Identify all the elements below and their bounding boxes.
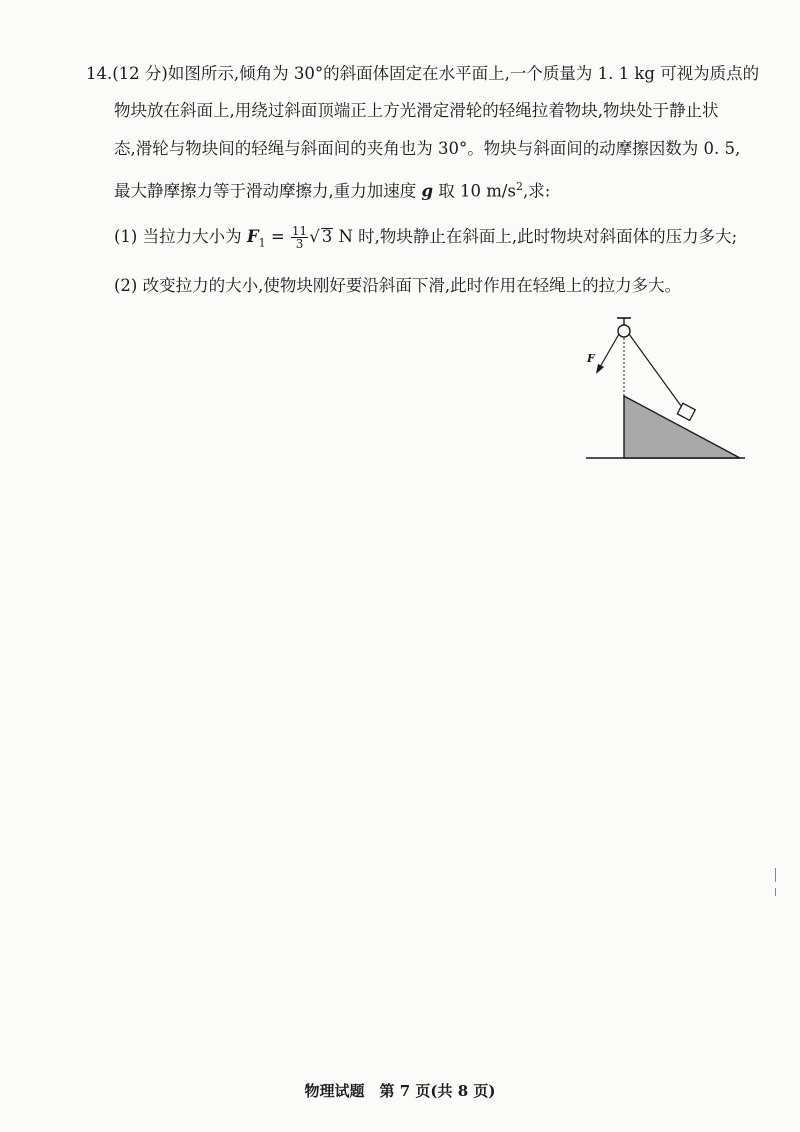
question-line-2 xyxy=(114,101,719,121)
rope-pull xyxy=(600,334,619,367)
incline-diagram xyxy=(580,312,750,472)
fraction-denominator: 3 xyxy=(295,237,304,251)
part-1-suffix: N 时,物块静止在斜面上,此时物块对斜面体的压力多大; xyxy=(333,227,738,246)
fraction xyxy=(291,225,308,250)
part-2 xyxy=(114,276,681,296)
question-text-line-4-b: 取 10 m/s xyxy=(433,181,516,201)
question-text-line-3: 态,滑轮与物块间的轻绳与斜面间的夹角也为 30°。物块与斜面间的动摩擦因数为 0. 5, xyxy=(114,139,741,158)
force-arrow-head xyxy=(596,364,604,374)
scan-edge-mark xyxy=(775,868,776,882)
force-subscript: 1 xyxy=(258,236,266,250)
question-text-line-4-c: ,求: xyxy=(522,181,551,201)
pulley xyxy=(618,325,630,337)
question-text-line-4-a: 最大静摩擦力等于滑动摩擦力,重力加速度 xyxy=(114,181,422,201)
question-line-3 xyxy=(114,139,740,159)
scan-edge-mark-2 xyxy=(775,888,776,896)
question-text-line-2: 物块放在斜面上,用绕过斜面顶端正上方光滑定滑轮的轻绳拉着物块,物块处于静止状 xyxy=(114,101,719,120)
question-number: 14. xyxy=(86,64,113,83)
question-points: (12 分) xyxy=(112,64,168,83)
fraction-numerator: 11 xyxy=(291,224,308,238)
part-1 xyxy=(114,225,737,253)
block xyxy=(677,403,695,420)
question-line-4 xyxy=(114,177,550,202)
question-text-line-1: 如图所示,倾角为 30°的斜面体固定在水平面上,一个质量为 1. 1 kg 可视为质点的 xyxy=(167,64,760,83)
force-label: F xyxy=(587,352,595,365)
question-line-1 xyxy=(86,64,759,84)
gravity-symbol: g xyxy=(421,181,434,201)
page-footer: 物理试题 第 7 页(共 8 页) xyxy=(304,1082,496,1100)
superscript-two: 2 xyxy=(515,180,523,193)
force-symbol: F xyxy=(246,227,259,246)
rope-to-block xyxy=(629,334,684,410)
part-1-prefix: (1) 当拉力大小为 xyxy=(114,227,247,246)
sqrt-symbol: √ xyxy=(309,227,320,246)
sqrt-argument: 3 xyxy=(321,227,333,246)
part-2-text: (2) 改变拉力的大小,使物块刚好要沿斜面下滑,此时作用在轻绳上的拉力多大。 xyxy=(114,276,682,295)
equals-sign: = xyxy=(265,227,290,246)
